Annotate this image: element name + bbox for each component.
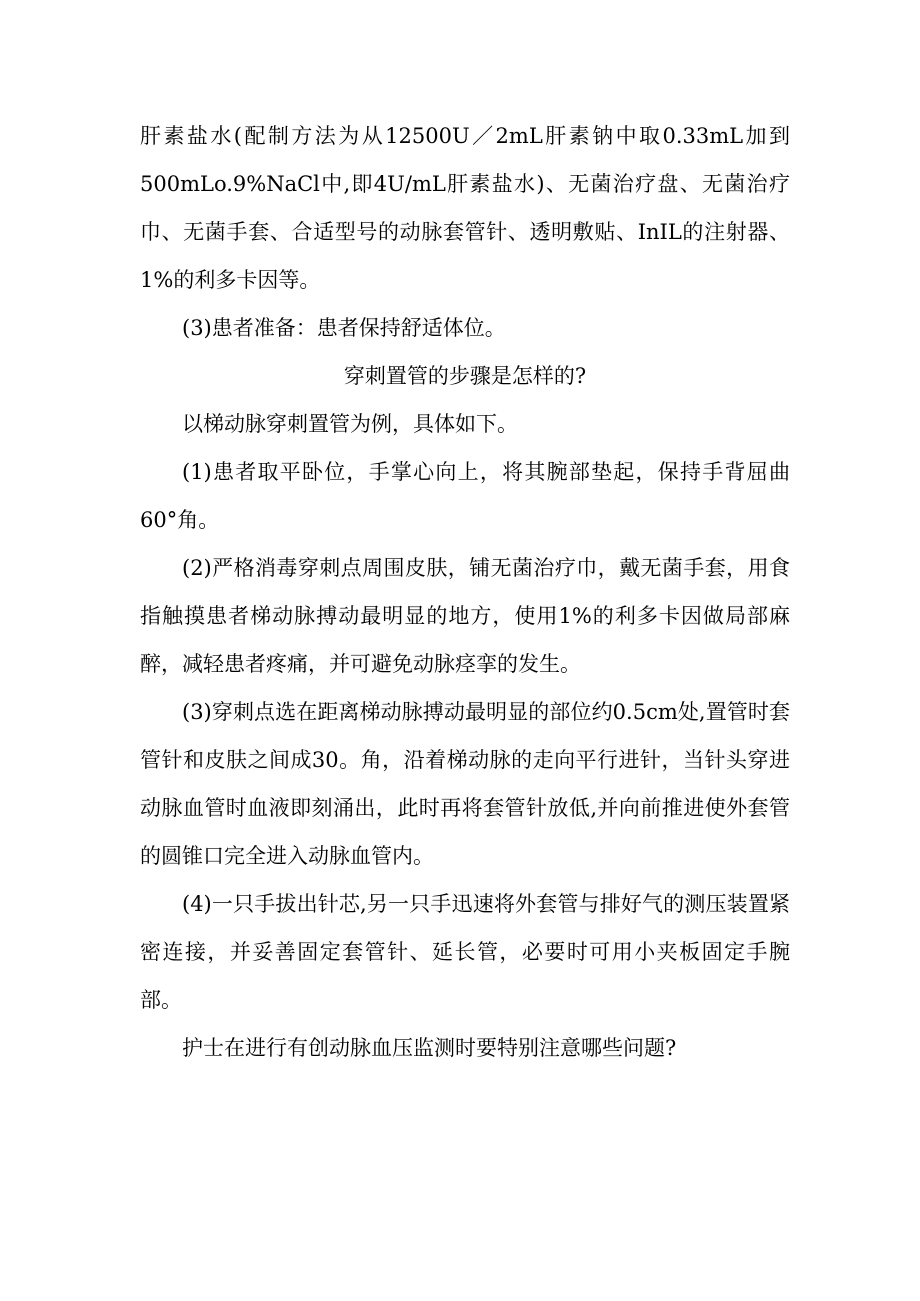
- section-heading-procedure-steps: 穿刺置管的步骤是怎样的?: [343, 364, 587, 388]
- document-body: [140, 112, 790, 1072]
- paragraph-step-1: (1)患者取平卧位，手掌心向上，将其腕部垫起，保持手背屈曲60°角。: [140, 460, 790, 532]
- paragraph-step-3: (3)穿刺点选在距离梯动脉搏动最明显的部位约0.5cm处,置管时套管针和皮肤之间成30。角，沿着梯动脉的走向平行进针，当针头穿进动脉血管时血液即刻涌出，此时再将套管针放低,并向前推进使外套管的圆锥口完全进入动脉血管内。: [140, 700, 790, 868]
- paragraph-materials-continued: 肝素盐水(配制方法为从12500U／2mL肝素钠中取0.33mL加到500mLo.9%NaCl中,即4U/mL肝素盐水)、无菌治疗盘、无菌治疗巾、无菌手套、合适型号的动脉套管针、透明敷贴、InIL的注射器、1%的利多卡因等。: [140, 124, 790, 292]
- paragraph-step-2: (2)严格消毒穿刺点周围皮肤，铺无菌治疗巾，戴无菌手套，用食指触摸患者梯动脉搏动最明显的地方，使用1%的利多卡因做局部麻醉，减轻患者疼痛，并可避免动脉痉挛的发生。: [140, 556, 790, 676]
- section-heading-nursing-precautions: 护士在进行有创动脉血压监测时要特别注意哪些问题?: [182, 1036, 677, 1060]
- paragraph-step-4: (4)一只手拔出针芯,另一只手迅速将外套管与排好气的测压装置紧密连接，并妥善固定套管针、延长管，必要时可用小夹板固定手腕部。: [140, 892, 790, 1012]
- paragraph-patient-preparation: (3)患者准备：患者保持舒适体位。: [182, 316, 506, 340]
- paragraph-procedure-intro: 以梯动脉穿刺置管为例，具体如下。: [182, 412, 518, 436]
